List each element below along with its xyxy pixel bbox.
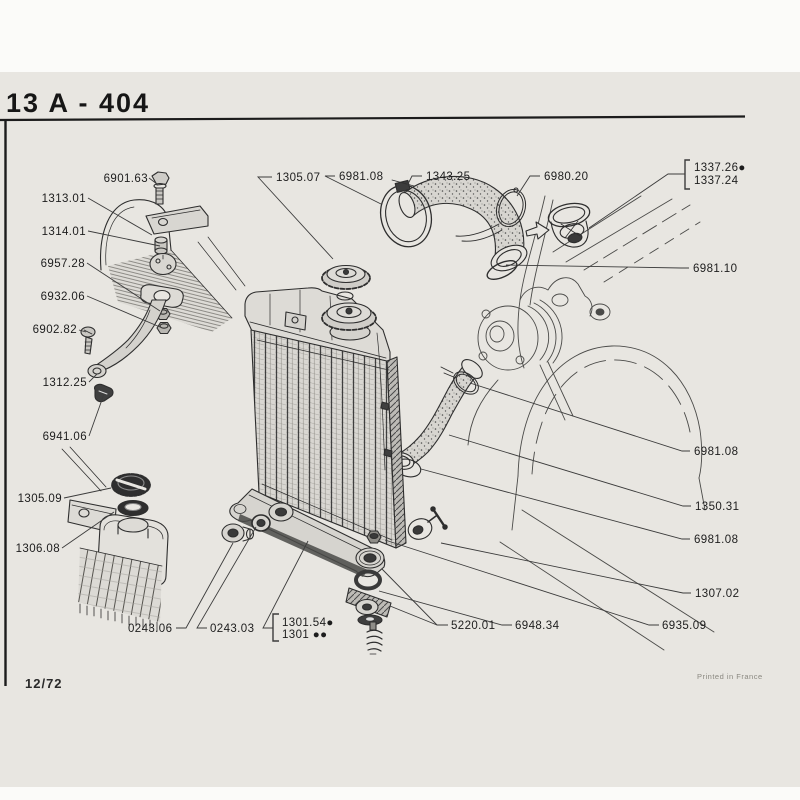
part-label-6981-08-r2: 6981.08	[694, 534, 739, 546]
page-code: 12/72	[25, 676, 63, 691]
part-label-1313-01: 1313.01	[41, 193, 86, 205]
part-label-6957-28: 6957.28	[40, 258, 85, 270]
part-label-1301: 1301 ●●	[282, 629, 328, 641]
part-label-1343-25: 1343.25	[426, 171, 471, 183]
part-label-1312-25: 1312.25	[42, 377, 87, 389]
part-label-6948-34: 6948.34	[515, 620, 560, 632]
part-label-6932-06: 6932.06	[40, 291, 85, 303]
part-label-1337-26: 1337.26●	[694, 162, 746, 174]
printed-in-france-note: Printed in France	[697, 672, 763, 681]
part-label-1350-31: 1350.31	[695, 501, 740, 513]
part-label-6902-82: 6902.82	[32, 324, 77, 336]
part-label-5220-01: 5220.01	[451, 620, 496, 632]
part-label-1314-01: 1314.01	[41, 226, 86, 238]
part-label-1305-07: 1305.07	[276, 172, 321, 184]
part-label-0243-03: 0243.03	[210, 623, 255, 635]
part-label-1337-24: 1337.24	[694, 175, 739, 187]
part-label-1307-02: 1307.02	[695, 588, 740, 600]
part-label-1305-09: 1305.09	[17, 493, 62, 505]
part-label-6981-08-top: 6981.08	[339, 171, 384, 183]
part-label-6980-20: 6980.20	[544, 171, 589, 183]
part-label-6901-63: 6901.63	[103, 173, 148, 185]
part-label-6981-08-r1: 6981.08	[694, 446, 739, 458]
part-label-6981-10: 6981.10	[693, 263, 738, 275]
part-label-6941-06: 6941.06	[42, 431, 87, 443]
part-label-1301-54: 1301.54●	[282, 617, 334, 629]
part-label-1306-08: 1306.08	[15, 543, 60, 555]
page-title: 13 A - 404	[6, 88, 151, 118]
part-label-0243-06: 0243.06	[128, 623, 173, 635]
part-label-6935-09: 6935.09	[662, 620, 707, 632]
